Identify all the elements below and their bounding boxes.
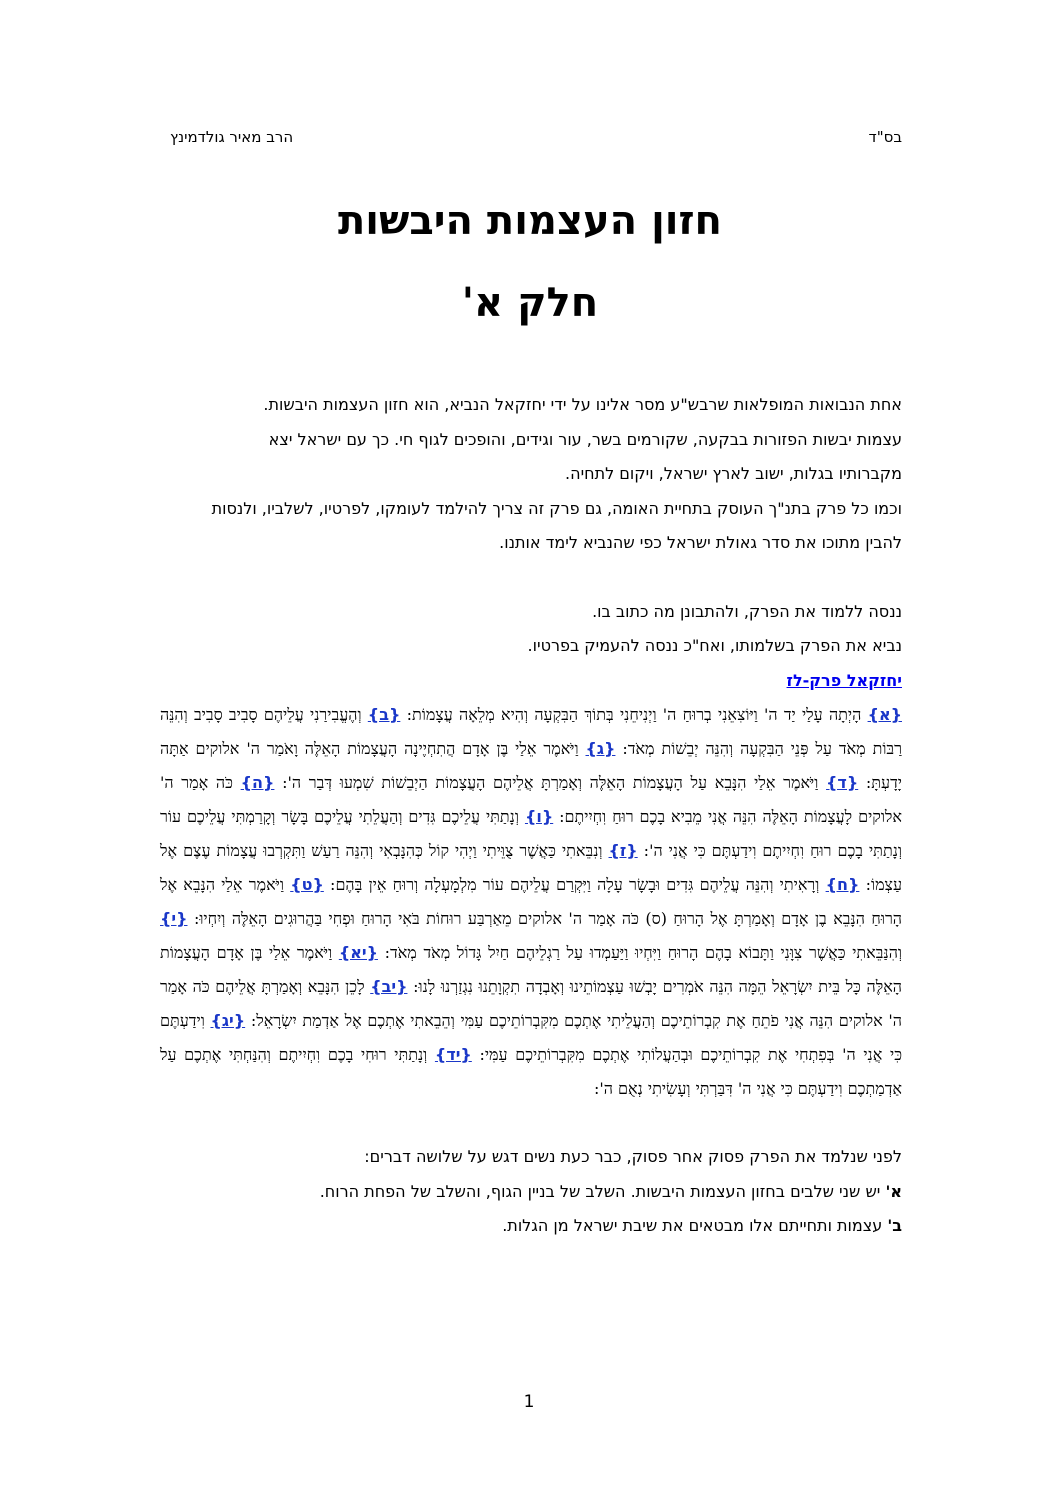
verse-text: וְהֶעֱבִירַנִי עֲלֵיהֶם סָבִיב סָבִיב וְהִנֵּה רַבּוֹת מְאֹד עַל פְּנֵי הַבִּקְעָה וְהִנֵּה יְבֵשׁוֹת מְאֹד: — [160, 705, 902, 758]
plan-line: ננסה ללמוד את הפרק, ולהתבונן מה כתוב בו. — [592, 601, 902, 621]
title-line-1: חזון העצמות היבשות — [337, 198, 723, 244]
plan-line: נביא את הפרק בשלמותו, ואח"כ ננסה להעמיק בפרטיו. — [527, 636, 902, 655]
point-label: ב' — [887, 1216, 902, 1235]
summary-point — [160, 1209, 902, 1244]
verse-number-link[interactable]: {ז} — [608, 841, 638, 860]
point-text: עצמות ותחייתם אלו מבטאים את שיבת ישראל מן הגלות. — [502, 1216, 888, 1235]
page-header — [170, 128, 902, 152]
verse-text: וַיֹּאמֶר אֵלַי בֶּן אָדָם הָעֲצָמוֹת הָאֵלֶּה כָּל בֵּית יִשְׂרָאֵל הֵמָּה הִנֵּה אֹמְרִים יָבְשׁוּ עַצְמוֹתֵינוּ וְאָבְדָה תִקְוָתֵנוּ נִגְזַרְנוּ לָנוּ: — [160, 943, 903, 996]
point-text: יש שני שלבים בחזון העצמות היבשות. השלב של בניין הגוף, והשלב של הפחת הרוח. — [319, 1181, 886, 1201]
document-body — [160, 388, 902, 1244]
verse-number-link[interactable]: {יא} — [338, 943, 378, 962]
verse-number-link[interactable]: {ה} — [240, 773, 275, 792]
verse-text: וִידַעְתֶּם כִּי אֲנִי ה' בְּפִתְחִי אֶת קִבְרוֹתֵיכֶם וּבְהַעֲלוֹתִי אֶתְכֶם מִקִּבְרוֹתֵיכֶם עַמִּי: — [160, 1011, 903, 1064]
summary-section — [160, 1140, 902, 1244]
verse-text: לָכֵן הִנָּבֵא וְאָמַרְתָּ אֲלֵיהֶם כֹּה אָמַר ה' אלוקים הִנֵּה אֲנִי פֹתֵחַ אֶת קִבְרוֹתֵיכֶם וְהַעֲלֵיתִי אֶתְכֶם מִקִּבְרוֹתֵיכֶם עַמִּי וְהֵבֵאתִי אֶתְכֶם אֶל אַדְמַת יִשְׂרָאֵל: — [160, 977, 902, 1030]
chapter-title — [160, 664, 902, 699]
spacer — [160, 1106, 902, 1140]
verses-block — [160, 698, 902, 1106]
verse-number-link[interactable]: {יג} — [210, 1011, 246, 1030]
verse-number-link[interactable]: {י} — [160, 909, 188, 928]
spacer — [160, 561, 902, 595]
verse-text: וְנָתַתִּי רוּחִי בָכֶם וִחְיִיתֶם וְהִנַּחְתִּי אֶתְכֶם עַל אַדְמַתְכֶם וִידַעְתֶּם כִּי אֲנִי ה' דִּבַּרְתִּי וְעָשִׂיתִי נְאֻם ה': — [160, 1045, 902, 1098]
summary-point — [160, 1175, 902, 1210]
intro-line: וכמו כל פרק בתנ"ך העוסק בתחיית האומה, גם פרק זה צריך להילמד לעומקו, לפרטיו, לשלביו, ולנסות — [211, 498, 902, 518]
intro-line: מקברותיו בגלות, ישוב לארץ ישראל, ויקום לתחיה. — [565, 464, 902, 483]
verse-text: כֹּה אָמַר ה' אלוקים לָעֲצָמוֹת הָאֵלֶּה הִנֵּה אֲנִי מֵבִיא בָכֶם רוּחַ וִחְיִיתֶם: — [160, 773, 903, 826]
verse-text: הָיְתָה עָלַי יַד ה' וַיּוֹצִאֵנִי בְרוּחַ ה' וַיְנִיחֵנִי בְּתוֹךְ הַבִּקְעָה וְהִיא מְלֵאָה עֲצָמוֹת: — [400, 705, 868, 724]
intro-line: אחת הנבואות המופלאות שרבש"ע מסר אלינו על ידי יחזקאל הנביא, הוא חזון העצמות היבשות. — [263, 395, 902, 414]
page-number: 1 — [523, 1392, 535, 1412]
plan-paragraph — [160, 595, 902, 664]
verse-text: וְהִנַּבֵּאתִי כַּאֲשֶׁר צִוָּנִי וַתָּבוֹא בָהֶם הָרוּחַ וַיִּחְיוּ וַיַּעַמְדוּ עַל רַגְלֵיהֶם חַיִל גָּדוֹל מְאֹד מְאֹד: — [377, 943, 902, 962]
verse-number-link[interactable]: {ט} — [290, 875, 324, 894]
intro-line: עצמות יבשות הפזורות בבקעה, שקורמים בשר, עור וגידים, והופכים לגוף חי. כך עם ישראל יצא — [268, 429, 902, 449]
verse-number-link[interactable]: {יד} — [434, 1045, 472, 1064]
title-line-2: חלק א' — [461, 280, 599, 326]
point-label: א' — [885, 1181, 902, 1201]
verse-number-link[interactable]: {יב} — [370, 977, 408, 996]
verse-text: וַיֹּאמֶר אֵלַי הִנָּבֵא אֶל הָרוּחַ הִנָּבֵא בֶן אָדָם וְאָמַרְתָּ אֶל הָרוּחַ (ס) כֹּה אָמַר ה' אלוקים מֵאַרְבַּע רוּחוֹת בֹּאִי הָרוּחַ וּפְחִי בַּהֲרוּגִים הָאֵלֶּה וְיִחְיוּ: — [160, 875, 902, 928]
verse-number-link[interactable]: {ב} — [367, 705, 401, 724]
header-bsd: בס"ד — [868, 128, 902, 146]
verse-text: וַיֹּאמֶר אֵלַי בֶּן אָדָם הֲתִחְיֶינָה הָעֲצָמוֹת הָאֵלֶּה וָאֹמַר ה' אלוקים אַתָּה יָדָעְתָּ: — [160, 739, 902, 792]
verse-text: וְנָתַתִּי עֲלֵיכֶם גִּדִים וְהַעֲלֵתִי עֲלֵיכֶם בָּשָׂר וְקָרַמְתִּי עֲלֵיכֶם עוֹר וְנָתַתִּי בָכֶם רוּחַ וִחְיִיתֶם וִידַעְתֶּם כִּי אֲנִי ה': — [160, 807, 902, 860]
verse-number-link[interactable]: {ח} — [825, 875, 860, 894]
intro-paragraph — [160, 388, 902, 561]
verse-text: וְנִבֵּאתִי כַּאֲשֶׁר צֻוֵּיתִי וַיְהִי קוֹל כְּהִנָּבְאִי וְהִנֵּה רַעַשׁ וַתִּקְרְבוּ עֲצָמוֹת עֶצֶם אֶל עַצְמוֹ: — [160, 841, 902, 894]
verse-number-link[interactable]: {ד} — [826, 773, 859, 792]
chapter-title-link[interactable]: יחזקאל פרק-לז — [786, 670, 902, 690]
verse-number-link[interactable]: {ו} — [524, 807, 554, 826]
verse-number-link[interactable]: {ג} — [585, 739, 616, 758]
summary-intro: לפני שנלמד את הפרק פסוק אחר פסוק, כבר כעת נשים דגש על שלושה דברים: — [364, 1147, 902, 1166]
verse-text: וַיֹּאמֶר אֵלַי הִנָּבֵא עַל הָעֲצָמוֹת הָאֵלֶּה וְאָמַרְתָּ אֲלֵיהֶם הָעֲצָמוֹת הַיְבֵשׁוֹת שִׁמְעוּ דְּבַר ה': — [274, 773, 827, 792]
verse-text: וְרָאִיתִי וְהִנֵּה עֲלֵיהֶם גִּדִים וּבָשָׂר עָלָה וַיִּקְרַם עֲלֵיהֶם עוֹר מִלְמָעְלָה וְרוּחַ אֵין בָּהֶם: — [323, 875, 826, 894]
header-author: הרב מאיר גולדמינץ — [170, 128, 294, 146]
verse-number-link[interactable]: {א} — [867, 705, 902, 724]
intro-line: להבין מתוכו את סדר גאולת ישראל כפי שהנביא לימד אותנו. — [499, 533, 902, 552]
